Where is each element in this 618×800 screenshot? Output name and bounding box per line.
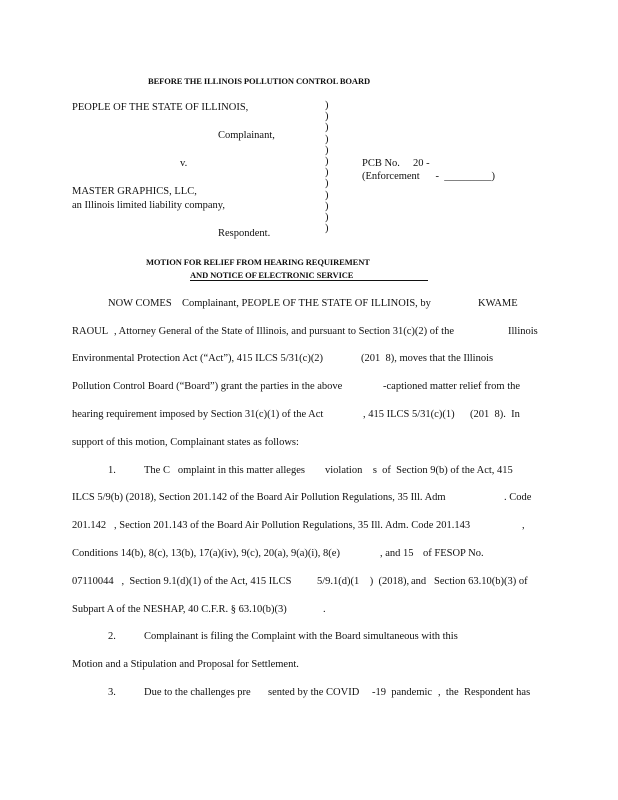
p1-line1-a: NOW COMES bbox=[108, 298, 172, 309]
item1-line5-b: 5/9.1(d)(1 ) (2018), bbox=[317, 576, 410, 587]
p1-line5-a: hearing requirement imposed by Section 31(c)(1) of the Act bbox=[72, 409, 324, 420]
paren: ) bbox=[325, 155, 329, 167]
p1-line6: support of this motion, Complainant states as follows: bbox=[72, 437, 299, 448]
p1-line4-a: Pollution Control Board (“Board”) grant the parties in the above bbox=[72, 381, 343, 392]
item1-line1-a: The C omplaint in this matter alleges bbox=[144, 465, 305, 476]
paren: ) bbox=[325, 133, 329, 145]
item1-line2-a: ILCS 5/9(b) (2018), Section 201.142 of the Board Air Pollution Regulations, 35 Ill. Adm bbox=[72, 492, 446, 503]
complainant-role: Complainant, bbox=[218, 130, 275, 141]
defendant-name: MASTER GRAPHICS, LLC, bbox=[72, 186, 197, 197]
item3-number: 3. bbox=[108, 687, 116, 698]
item3-line1-d: , the Respondent has bbox=[438, 687, 531, 698]
item1-number: 1. bbox=[108, 465, 116, 476]
paren: ) bbox=[325, 111, 329, 123]
item1-line4-c: of FESOP No. bbox=[423, 548, 484, 559]
pcb-number: PCB No. 20 - bbox=[362, 158, 430, 169]
item1-line6-a: Subpart A of the NESHAP, 40 C.F.R. § 63.10(b)(3) bbox=[72, 604, 287, 615]
item1-line1-b: violation s of Section 9(b) of the Act, 415 bbox=[325, 465, 513, 476]
item3-line1-b: sented by the COVID bbox=[268, 687, 360, 698]
motion-title-line2: AND NOTICE OF ELECTRONIC SERVICE bbox=[190, 270, 354, 280]
respondent-role: Respondent. bbox=[218, 228, 271, 239]
item1-line4-a: Conditions 14(b), 8(c), 13(b), 17(a)(iv), 9(c), 20(a), 9(a)(i), 8(e) bbox=[72, 548, 340, 559]
item1-line3-a: 201.142 , Section 201.143 of the Board Air Pollution Regulations, 35 Ill. Adm. Code 201.143 bbox=[72, 520, 471, 531]
paren: ) bbox=[325, 200, 329, 212]
paren: ) bbox=[325, 144, 329, 156]
p1-line5-b: , 415 ILCS 5/31(c)(1) bbox=[363, 409, 455, 420]
paren: ) bbox=[325, 122, 329, 134]
item1-line5-c: and Section 63.10(b)(3) of bbox=[411, 576, 528, 587]
item3-line1-a: Due to the challenges pre bbox=[144, 687, 251, 698]
item1-line5-a: 07110044 , Section 9.1(d)(1) of the Act, 415 ILCS bbox=[72, 576, 292, 587]
p1-line2-c: Illinois bbox=[508, 326, 538, 337]
p1-line3-b: (201 8), moves that the Illinois bbox=[361, 353, 494, 364]
caption-parentheses bbox=[325, 100, 329, 234]
p1-line1-b: Complainant, PEOPLE OF THE STATE OF ILLINOIS, by bbox=[182, 298, 431, 309]
enforcement-label: (Enforcement - _________) bbox=[362, 171, 495, 182]
paren: ) bbox=[325, 211, 329, 223]
item2-number: 2. bbox=[108, 631, 116, 642]
item1-line4-b: , and 15 bbox=[380, 548, 414, 559]
item1-line2-b: . Code bbox=[504, 492, 532, 503]
paren: ) bbox=[325, 167, 329, 179]
plaintiff-name: PEOPLE OF THE STATE OF ILLINOIS, bbox=[72, 102, 249, 113]
item2-line1: Complainant is filing the Complaint with the Board simultaneous with this bbox=[144, 631, 458, 642]
title-underline bbox=[190, 280, 428, 281]
item1-line3-b: , bbox=[522, 520, 525, 531]
paren: ) bbox=[325, 178, 329, 190]
p1-line5-c: (201 8). In bbox=[470, 409, 520, 420]
paren: ) bbox=[325, 223, 329, 235]
p1-line1-c: KWAME bbox=[478, 298, 518, 309]
paren: ) bbox=[325, 100, 329, 111]
item2-line2: Motion and a Stipulation and Proposal for Settlement. bbox=[72, 659, 299, 670]
board-header: BEFORE THE ILLINOIS POLLUTION CONTROL BOARD bbox=[148, 76, 371, 86]
versus-label: v. bbox=[180, 158, 188, 169]
paren: ) bbox=[325, 189, 329, 201]
p1-line4-b: -captioned matter relief from the bbox=[383, 381, 521, 392]
p1-line2-b: , Attorney General of the State of Illinois, and pursuant to Section 31(c)(2) of the bbox=[114, 326, 454, 337]
p1-line2-a: RAOUL bbox=[72, 326, 109, 337]
item3-line1-c: -19 pandemic bbox=[372, 687, 433, 698]
defendant-description: an Illinois limited liability company, bbox=[72, 200, 226, 211]
motion-title-line1: MOTION FOR RELIEF FROM HEARING REQUIREMENT bbox=[146, 257, 370, 267]
item1-line6-b: . bbox=[323, 604, 326, 615]
p1-line3-a: Environmental Protection Act (“Act”), 415 ILCS 5/31(c)(2) bbox=[72, 353, 324, 364]
